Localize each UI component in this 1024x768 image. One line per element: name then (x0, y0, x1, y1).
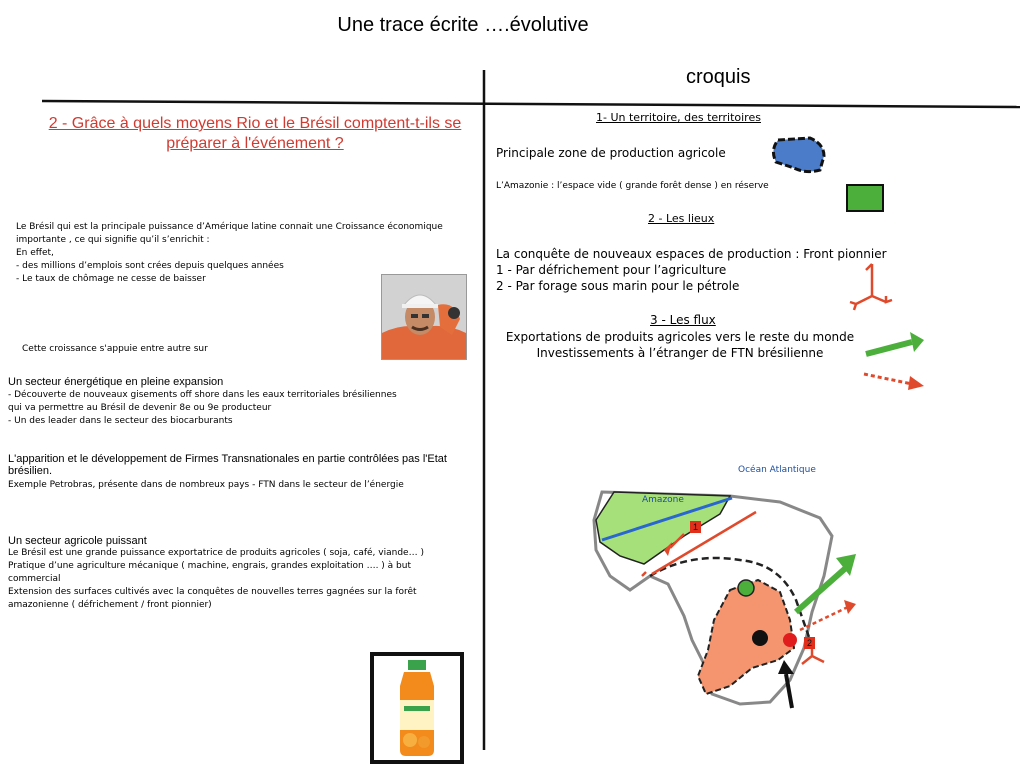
ftn-heading: L'apparition et le développement de Firmes Transnationales en partie contrôlées pas l'Etat brésilien. (8, 453, 447, 477)
intro-text: Le Brésil qui est la principale puissance d’Amérique latine connait une Croissance économique importante , ce qui signifie qu’il s’enrichit : En effet, - des millions d’emplois sont crées depuis quelques années - Le taux de chômage ne cesse de baisser (16, 222, 443, 284)
energy-text: - Découverte de nouveaux gisements off shore dans les eaux territoriales brésiliennes qui va permettre au Brésil de devenir 8e ou 9e producteur - Un des leader dans le secteur des biocarburants (8, 390, 397, 426)
agri-text: Le Brésil est une grande puissance exportatrice de produits agricoles ( soja, café, viande… ) Pratique d’une agriculture mécanique ( machine, engrais, grandes exploitation …. ) à but commercial Extension des surfaces cultivés avec la conquêtes de nouvelles terres gagnées sur la forêt amazonienne ( défrichement / front pionnier) (8, 548, 424, 610)
juice-bottle-image (370, 652, 464, 764)
export-arrow-legend-icon (860, 330, 930, 360)
croissance-text: Cette croissance s'appuie entre autre sur (22, 344, 208, 354)
agri-zone-label: Principale zone de production agricole (496, 146, 726, 160)
amazonie-label: L’Amazonie : l’espace vide ( grande forêt dense ) en réserve (496, 181, 769, 191)
section-1-title: 1- Un territoire, des territoires (596, 111, 761, 124)
ftn-text: Exemple Petrobras, présente dans de nombreux pays - FTN dans le secteur de l’énergie (8, 480, 404, 490)
investment-arrow-legend-icon (860, 362, 930, 392)
page-title: Une trace écrite ….évolutive (337, 14, 589, 36)
energy-heading: Un secteur énergétique en pleine expansion (8, 376, 224, 388)
map-marker-2: 2 (804, 637, 815, 649)
conquete-text: La conquête de nouveaux espaces de production : Front pionnier 1 - Par défrichement pour l’agriculture 2 - Par forage sous marin pour le pétrole (496, 247, 887, 293)
flux-text: Exportations de produits agricoles vers le reste du monde Investissements à l’étranger de FTN brésilienne (505, 330, 855, 360)
agri-heading: Un secteur agricole puissant (8, 535, 147, 547)
amazone-label: Amazone (642, 495, 684, 505)
map-marker-1: 1 (690, 521, 701, 533)
amazonie-legend-box (846, 184, 884, 212)
agri-zone-legend-icon (766, 132, 830, 178)
section-3-title: 3 - Les flux (650, 313, 716, 327)
ocean-label: Océan Atlantique (738, 465, 816, 475)
croquis-title: croquis (686, 66, 751, 88)
section-2-title: 2 - Les lieux (648, 212, 715, 225)
front-pionnier-legend-icon (846, 260, 896, 312)
worker-photo (381, 274, 467, 360)
brazil-map (580, 480, 860, 720)
question-title: 2 - Grâce à quels moyens Rio et le Brésil comptent-t-ils se préparer à l'événement ? (48, 115, 462, 152)
